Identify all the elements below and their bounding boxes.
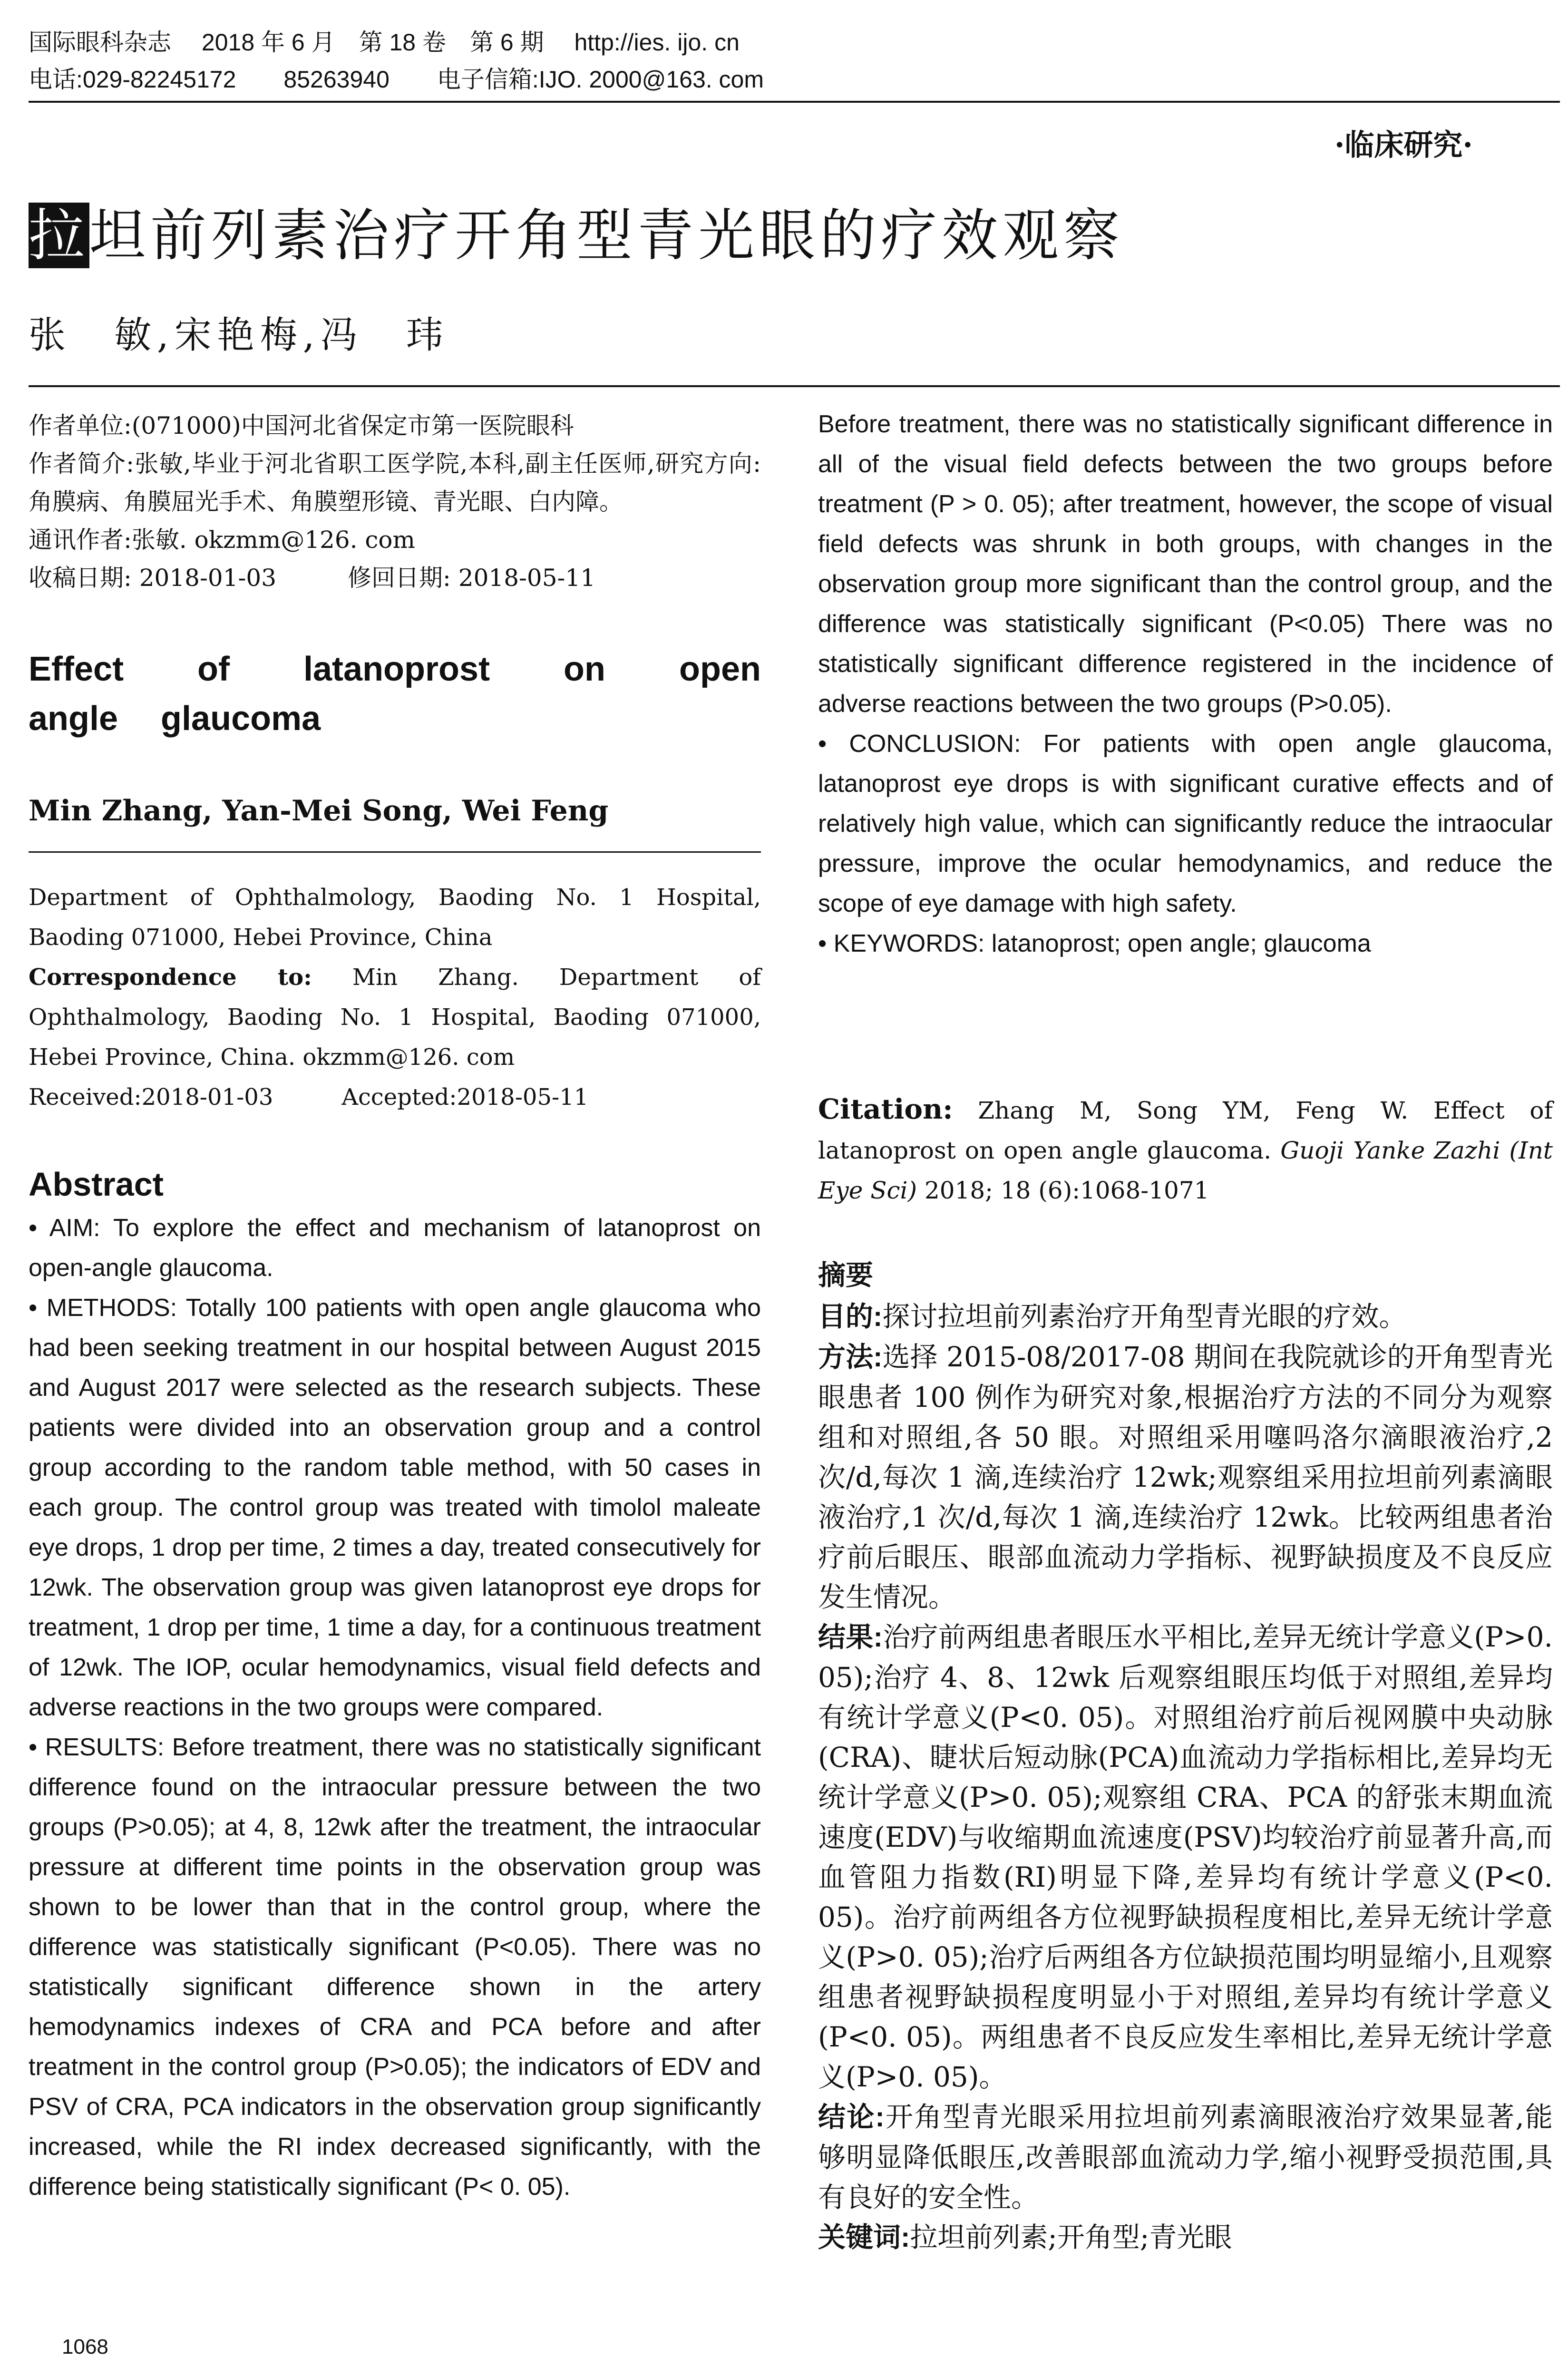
zh-keywords (818, 2217, 1553, 2258)
author-dates (29, 559, 761, 597)
zh-results-text: 治疗前两组患者眼压水平相比,差异无统计学意义(P>0. 05);治疗 4、8、12wk 后观察组眼压均低于对照组,差异均有统计学意义(P<0. 05)。对照组治疗前后视网膜中央动脉(CRA)、睫状后短动脉(PCA)血流动力学指标相比,差异均无统计学意义(P>0. 05);观察组 CRA、PCA 的舒张末期血流速度(EDV)与收缩期血流速度(PSV)均较治疗前显著升高,而血管阻力指数(RI)明显下降,差异均有统计学意义(P<0. 05)。治疗前两组各方位视野缺损程度相比,差异无统计学意义(P>0. 05);治疗后两组各方位缺损范围均明显缩小,且观察组患者视野缺损程度明显小于对照组,差异均有统计学意义(P<0. 05)。两组患者不良反应发生率相比,差异无统计学意义(P>0. 05)。 (818, 1621, 1553, 2093)
abstract-aim: • AIM: To explore the effect and mechanism of latanoprost on open-angle glaucoma. (29, 1214, 761, 1282)
abstract-results: • RESULTS: Before treatment, there was no statistically significant difference found on the intraocular pressure between the two groups (P>0.05); at 4, 8, 12wk after the treatment, the intraocular pressure at different time points in the observation group was shown to be lower than that in the control group, where the difference was statistically significant (P<0.05). There was no statistically significant difference shown in the artery hemodynamics indexes of CRA and PCA before and after treatment in the control group (P>0.05); the indicators of EDV and PSV of CRA, PCA indicators in the observation group significantly increased, while the RI index decreased significantly, with the difference being statistically significant (P< 0. 05). (29, 1734, 761, 2201)
author-unit: 作者单位:(071000)中国河北省保定市第一医院眼科 (29, 412, 574, 439)
section-label: ·临床研究· (1334, 127, 1473, 162)
abstract-body-left (29, 1208, 761, 2207)
title-rule (29, 385, 1560, 387)
page-number: 1068 (62, 2335, 108, 2358)
zh-methods-label: 方法: (818, 1342, 883, 1373)
affiliation-dept: Department of Ophthalmology, Baoding No. 1 Hospital, Baoding 071000, Hebei Province, China (29, 884, 761, 951)
abstract-body-right (818, 404, 1553, 964)
citation-journal: Guoji Yanke Zazhi (Int Eye Sci) (818, 1137, 1553, 1204)
journal-header-line1: 国际眼科杂志 2018 年 6 月 第 18 卷 第 6 期 http://ies. ijo. cn (29, 29, 740, 56)
abstract-results-cont: Before treatment, there was no statistically significant difference in all of the visual field defects between the two groups before treatment (P > 0. 05); after treatment, however, the scope of visual field defects was shrunk in both groups, with changes in the observation group more significant than the control group, and the difference was statistically significant (P<0.05) There was no statistically significant difference registered in the incidence of adverse reactions between the two groups (P>0.05). (818, 410, 1553, 718)
zh-conclusion-text: 开角型青光眼采用拉坦前列素滴眼液治疗效果显著,能够明显降低眼压,改善眼部血流动力学,缩小视野受损范围,具有良好的安全性。 (818, 2101, 1553, 2213)
abstract-keywords: • KEYWORDS: latanoprost; open angle; glaucoma (818, 930, 1371, 957)
citation-text2: 2018; 18 (6):1068-1071 (916, 1177, 1209, 1204)
author-info (29, 407, 761, 597)
affiliation-block (29, 877, 761, 1117)
zh-abstract-body (818, 1296, 1553, 2258)
received-date-en: Received:2018-01-03 (29, 1084, 273, 1111)
citation-text1: Zhang M, Song YM, Feng W. Effect of latanoprost on open angle glaucoma. (818, 1097, 1553, 1164)
zh-results (818, 1617, 1553, 2097)
title-highlight-char: 拉 (29, 203, 90, 268)
corr-text: Min Zhang. Department of Ophthalmology, Baoding No. 1 Hospital, Baoding 071000, Hebei Province, China. okzmm@126. com (29, 964, 761, 1071)
journal-header-line2: 电话:029-82245172 85263940 电子信箱:IJO. 2000@163. com (29, 66, 764, 93)
accepted-date-en: Accepted:2018-05-11 (341, 1084, 589, 1111)
zh-aim-text: 探讨拉坦前列素治疗开角型青光眼的疗效。 (882, 1300, 1407, 1333)
citation-block (818, 1089, 1553, 1210)
authors-rule (29, 851, 761, 853)
received-date-cn: 收稿日期: 2018-01-03 (29, 564, 277, 592)
zh-methods-text: 选择 2015-08/2017-08 期间在我院就诊的开角型青光眼患者 100 例作为研究对象,根据治疗方法的不同分为观察组和对照组,各 50 眼。对照组采用噻吗洛尔滴眼液治疗,2 次/d,每次 1 滴,连续治疗 12wk;观察组采用拉坦前列素滴眼液治疗,1 次/d,每次 1 滴,连续治疗 12wk。比较两组患者治疗前后眼压、眼部血流动力学指标、视野缺损度及不良反应发生情况。 (818, 1341, 1553, 1613)
zh-conclusion (818, 2097, 1553, 2217)
zh-aim (818, 1296, 1553, 1337)
title-text: 坦前列素治疗开角型青光眼的疗效观察 (89, 203, 1125, 268)
authors-en: Min Zhang, Yan-Mei Song, Wei Feng (29, 794, 609, 828)
author-intro: 作者简介:张敏,毕业于河北省职工医学院,本科,副主任医师,研究方向:角膜病、角膜屈光手术、角膜塑形镜、青光眼、白内障。 (29, 450, 761, 516)
zh-keywords-label: 关键词: (818, 2222, 910, 2253)
abstract-conclusion: • CONCLUSION: For patients with open angle glaucoma, latanoprost eye drops is with significant curative effects and of relatively high value, which can significantly reduce the intraocular pressure, improve the ocular hemodynamics, and reduce the scope of eye damage with high safety. (818, 730, 1553, 917)
citation-label: Citation: (818, 1093, 953, 1125)
zh-abstract-heading: 摘要 (818, 1260, 874, 1291)
abstract-heading: Abstract (29, 1166, 164, 1203)
corr-label: Correspondence to: (29, 964, 312, 991)
affiliation-dates (29, 1077, 761, 1117)
affiliation-corr (29, 957, 761, 1077)
abstract-methods: • METHODS: Totally 100 patients with open angle glaucoma who had been seeking treatment in our hospital between August 2015 and August 2017 were selected as the research subjects. These patients were divided into an observation group and a control group according to the random table method, with 50 cases in each group. The control group was treated with timolol maleate eye drops, 1 drop per time, 2 times a day, treated consecutively for 12wk. The observation group was given latanoprost eye drops for treatment, 1 drop per time, 1 time a day, for a continuous treatment of 12wk. The IOP, ocular hemodynamics, visual field defects and adverse reactions in the two groups were compared. (29, 1294, 761, 1721)
author-corr: 通讯作者:张敏. okzmm@126. com (29, 526, 415, 554)
article-title (29, 200, 1124, 271)
zh-aim-label: 目的: (818, 1301, 883, 1332)
title-en: Effect of latanoprost on open angle glaucoma (29, 650, 761, 738)
header-rule (29, 101, 1560, 103)
revised-date-cn: 修回日期: 2018-05-11 (348, 564, 596, 592)
zh-keywords-text: 拉坦前列素;开角型;青光眼 (910, 2221, 1232, 2253)
zh-conclusion-label: 结论: (818, 2102, 885, 2133)
zh-methods (818, 1337, 1553, 1617)
zh-results-label: 结果: (818, 1622, 883, 1653)
authors-cn: 张 敏,宋艳梅,冯 玮 (29, 314, 449, 357)
